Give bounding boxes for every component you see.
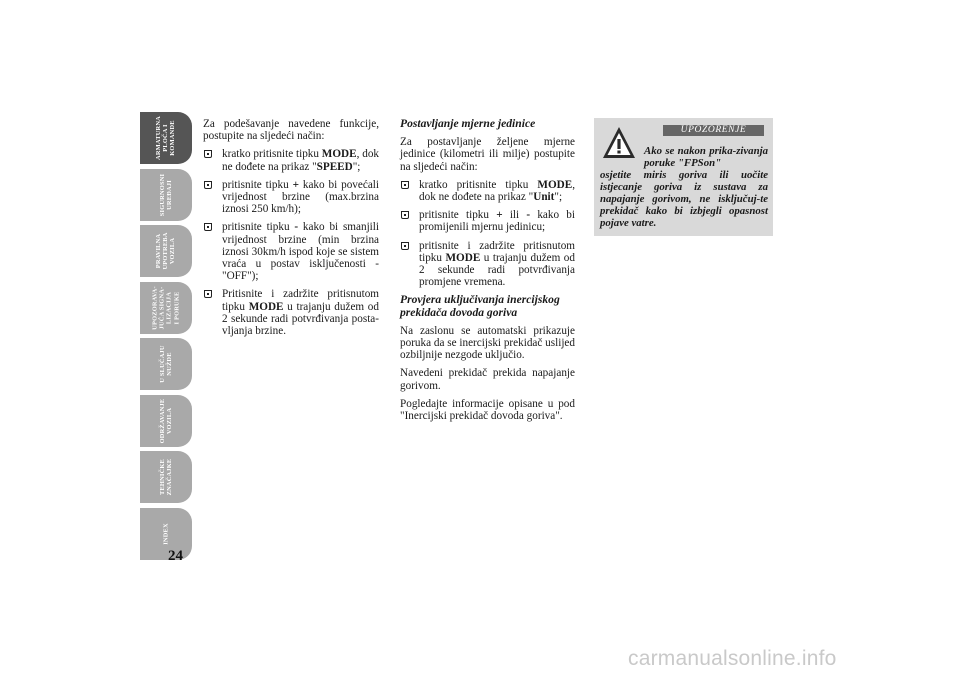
key-mode: MODE bbox=[248, 300, 284, 313]
list-item bbox=[203, 221, 379, 282]
checkbox-bullet-icon bbox=[204, 223, 212, 231]
tab-label: U SLUČAJU NUŽDE bbox=[158, 345, 173, 383]
text: u trajanju dužem od 2 sekunde radi potvrđivanja posta-vljanja brzine. bbox=[222, 300, 379, 338]
key-mode: MODE bbox=[537, 178, 573, 191]
text: pritisnite i zadržite pritisnutom tipku bbox=[419, 239, 575, 264]
page-number: 24 bbox=[168, 548, 183, 564]
section-heading: Provjera uključivanja inercijskog prekidača dovoda goriva bbox=[400, 293, 560, 319]
tab-label: UPOZORAVA- JUĆA SIGNA- LIZACIJA I PORUKE bbox=[151, 285, 181, 330]
checkbox-bullet-icon bbox=[204, 290, 212, 298]
list-item bbox=[400, 209, 575, 233]
tab-odrzavanje-vozila[interactable] bbox=[140, 395, 192, 447]
warning-text-rest: osjetite miris goriva ili uočite istjecanje goriva iz sustava za napajanje gorivom, ne isključuj-te prekidač kako bi izbjegli opasnost pojave vatre. bbox=[600, 169, 768, 229]
checkbox-bullet-icon bbox=[401, 211, 409, 219]
text: ili bbox=[502, 209, 527, 222]
text: kratko pritisnite tipku bbox=[419, 178, 538, 191]
tab-u-slucaju-nuzde[interactable] bbox=[140, 338, 192, 390]
tab-label: SIGURNOSNI UREĐAJI bbox=[158, 173, 173, 216]
text: pritisnite tipku bbox=[222, 178, 293, 191]
key-minus: - bbox=[526, 209, 531, 222]
text: kako bi promijenili mjernu jedinicu; bbox=[419, 209, 576, 234]
text: "; bbox=[554, 191, 563, 204]
key-plus: + bbox=[496, 209, 503, 222]
paragraph: Navedeni prekidač prekida napajanje gorivom. bbox=[400, 367, 575, 392]
display-unit: Unit bbox=[533, 191, 555, 204]
checkbox-bullet-icon bbox=[204, 150, 212, 158]
tab-pravilna-upotreba[interactable] bbox=[140, 225, 192, 277]
list-item bbox=[400, 179, 575, 203]
warning-box bbox=[594, 118, 773, 236]
key-mode: MODE bbox=[321, 148, 357, 161]
text-column-1 bbox=[203, 118, 379, 343]
key-plus: + bbox=[292, 178, 299, 191]
text: , dok ne dođete na prikaz " bbox=[419, 178, 575, 204]
watermark: carmanualsonline.info bbox=[628, 647, 837, 670]
list-item bbox=[203, 148, 379, 172]
checkbox-bullet-icon bbox=[401, 181, 409, 189]
paragraph: Za podešavanje navedene funkcije, postupite na sljedeći način: bbox=[203, 118, 379, 143]
text: "; bbox=[352, 160, 361, 173]
paragraph: Na zaslonu se automatski prikazuje poruka da se inercijski prekidač uslijed ozbiljnije nezgode uključio. bbox=[400, 324, 575, 362]
key-mode: MODE bbox=[445, 251, 481, 264]
list-item bbox=[400, 240, 575, 289]
warning-title: UPOZORENJE bbox=[663, 125, 764, 136]
section-heading: Postavljanje mjerne jedinice bbox=[400, 117, 536, 130]
tab-tehnicke-znacajke[interactable] bbox=[140, 451, 192, 503]
tab-label: INDEX bbox=[162, 522, 170, 545]
list-item bbox=[203, 179, 379, 216]
tab-sigurnosni-uredaji[interactable] bbox=[140, 169, 192, 221]
chapter-tabs bbox=[140, 112, 192, 564]
paragraph: Pogledajte informacije opisane u pod "Inercijski prekidač dovoda goriva". bbox=[400, 397, 575, 423]
tab-upozoravajuca-signalizacija[interactable] bbox=[140, 282, 192, 334]
tab-index[interactable] bbox=[140, 508, 192, 560]
text: pritisnite tipku bbox=[419, 209, 497, 222]
tab-label: ARMATURNA PLOČA I KOMANDE bbox=[155, 116, 177, 160]
text: Pritisnite i zadržite pritisnutom tipku bbox=[222, 288, 379, 313]
text: kako bi povećali vrijednost brzine (max.brzina iznosi 250 km/h); bbox=[222, 178, 379, 216]
tab-label: ODRŽAVANJE VOZILA bbox=[158, 398, 173, 443]
warning-text-line1: Ako se nakon prika-zivanja poruke "FPSon" bbox=[644, 145, 768, 169]
tab-armaturna-ploca[interactable] bbox=[140, 112, 192, 164]
display-speed: SPEED bbox=[316, 160, 353, 173]
text-column-2 bbox=[400, 118, 575, 428]
checkbox-bullet-icon bbox=[204, 181, 212, 189]
text: pritisnite tipku bbox=[222, 221, 295, 234]
key-minus: - bbox=[294, 221, 299, 234]
instruction-list bbox=[400, 179, 575, 289]
text: , dok ne dođete na prikaz " bbox=[222, 148, 379, 173]
warning-text bbox=[600, 145, 768, 229]
text: kako bi smanjili vrijednost brzine (min brzina iznosi 30km/h ispod koje se sistem vraća u postav isključenosti - "OFF"); bbox=[222, 221, 379, 283]
text: kratko pritisnite tipku bbox=[222, 148, 322, 161]
checkbox-bullet-icon bbox=[401, 242, 409, 250]
list-item bbox=[203, 288, 379, 337]
text: u trajanju dužem od 2 sekunde radi potvrđivanja promjene vremena. bbox=[419, 251, 575, 289]
paragraph: Za postavljanje željene mjerne jedinice (kilometri ili milje) postupite na sljedeći način: bbox=[400, 136, 575, 173]
instruction-list bbox=[203, 148, 379, 337]
tab-label: TEHNIČKE ZNAČAJKE bbox=[158, 458, 173, 496]
tab-label: PRAVILNA UPOTREBA VOZILA bbox=[155, 232, 177, 270]
